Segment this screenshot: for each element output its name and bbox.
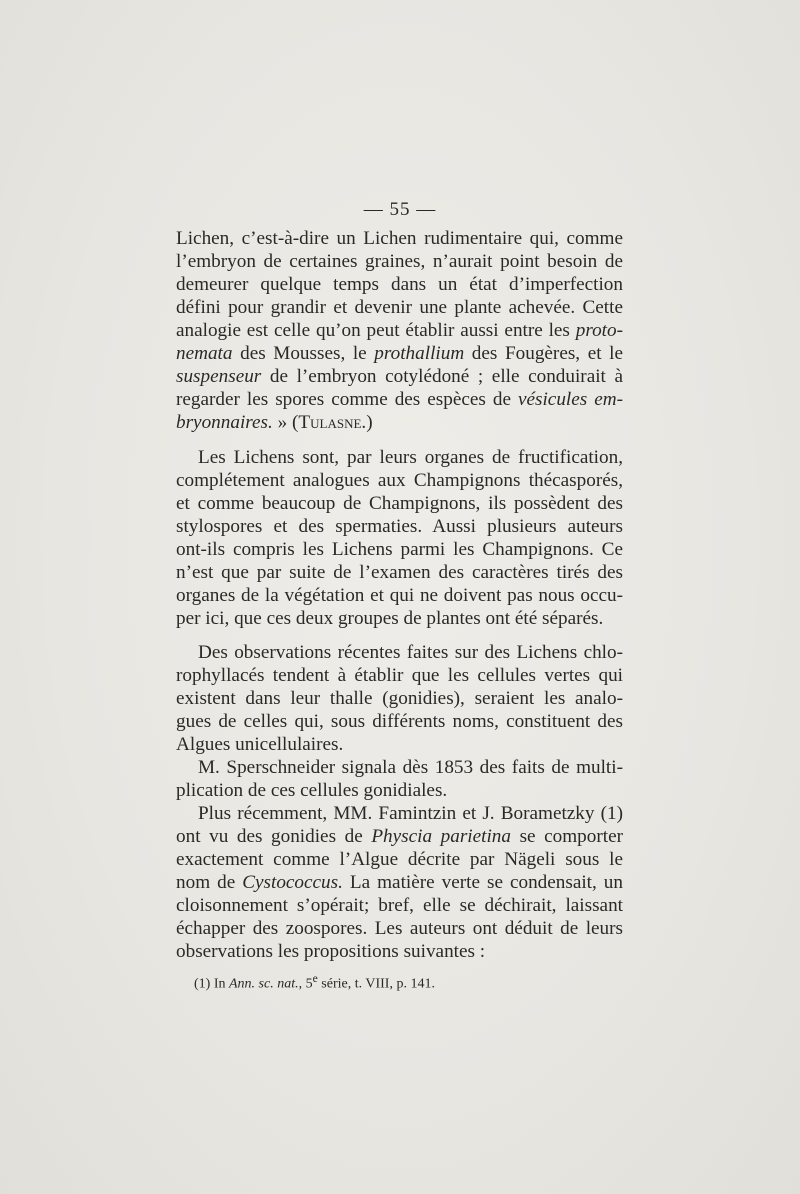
text-line: Des observations récentes faites sur des Lichens chlo- — [198, 642, 623, 663]
text-line: demeurer quelque temps dans un état d’imperfection — [176, 274, 623, 295]
text-line: défini pour grandir et devenir une plante achevée. Cette — [176, 297, 623, 318]
italic-term: proto- — [575, 320, 623, 341]
text-line: Plus récemment, MM. Famintzin et J. Borametzky (1) — [198, 803, 623, 824]
italic-term: suspenseur — [176, 366, 262, 387]
italic-term: nemata — [176, 343, 233, 364]
text-line: exactement comme l’Algue décrite par Nägeli sous le — [176, 849, 623, 870]
text-line: M. Sperschneider signala dès 1853 des faits de multi- — [198, 757, 623, 778]
text-line: stylospores et des spermaties. Aussi plusieurs auteurs — [176, 516, 623, 537]
text-line: Algues unicellulaires. — [176, 734, 344, 755]
text-line: organes de la végétation et qui ne doivent pas nous occu- — [176, 585, 623, 606]
text-line: bryonnaires. » (Tulasne.) — [176, 412, 373, 433]
text-line: nemata des Mousses, le prothallium des Fougères, et le — [176, 343, 623, 364]
text-line: n’est que par suite de l’examen des caractères tirés des — [176, 562, 623, 583]
text-line: l’embryon de certaines graines, n’aurait point besoin de — [176, 251, 623, 272]
text-line: observations les propositions suivantes : — [176, 941, 486, 962]
text-line: ont vu des gonidies de Physcia parietina se comporter — [176, 826, 623, 847]
italic-term: Cystococcus. — [242, 872, 343, 893]
text-line: échapper des zoospores. Les auteurs ont déduit de leurs — [176, 918, 623, 939]
text-line: gues de celles qui, sous différents noms, constituent des — [176, 711, 623, 732]
italic-term: prothallium — [374, 343, 465, 364]
text-line: nom de Cystococcus. La matière verte se condensait, un — [176, 872, 623, 893]
text-line: Lichen, c’est-à-dire un Lichen rudimentaire qui, comme — [176, 228, 623, 249]
italic-term: Physcia parietina — [371, 826, 511, 847]
text-line: ont-ils compris les Lichens parmi les Champignons. Ce — [176, 539, 623, 560]
text-line: existent dans leur thalle (gonidies), seraient les analo- — [176, 688, 623, 709]
text-line: per ici, que ces deux groupes de plantes ont été séparés. — [176, 608, 604, 629]
author-name: Tulasne — [298, 412, 362, 433]
text-line: complétement analogues aux Champignons thécasporés, — [176, 470, 623, 491]
text-line: suspenseur de l’embryon cotylédoné ; elle conduirait à — [176, 366, 623, 387]
footnote: (1) In Ann. sc. nat., 5e série, t. VIII, p. 141. — [194, 972, 435, 992]
italic-term: bryonnaires. — [176, 412, 273, 433]
page-number-header: — 55 — — [363, 199, 437, 220]
text-line: et comme beaucoup de Champignons, ils possèdent des — [176, 493, 623, 514]
italic-term: Ann. sc. nat. — [229, 976, 299, 992]
text-line: analogie est celle qu’on peut établir aussi entre les proto- — [176, 320, 623, 341]
text-line: rophyllacés tendent à établir que les cellules vertes qui — [176, 665, 623, 686]
italic-term: vésicules em- — [517, 389, 623, 410]
text-line: cloisonnement s’opérait; bref, elle se déchirait, laissant — [176, 895, 623, 916]
text-line: regarder les spores comme des espèces de vésicules em- — [176, 389, 623, 410]
text-line: plication de ces cellules gonidiales. — [176, 780, 448, 801]
text-line: Les Lichens sont, par leurs organes de fructification, — [198, 447, 623, 468]
